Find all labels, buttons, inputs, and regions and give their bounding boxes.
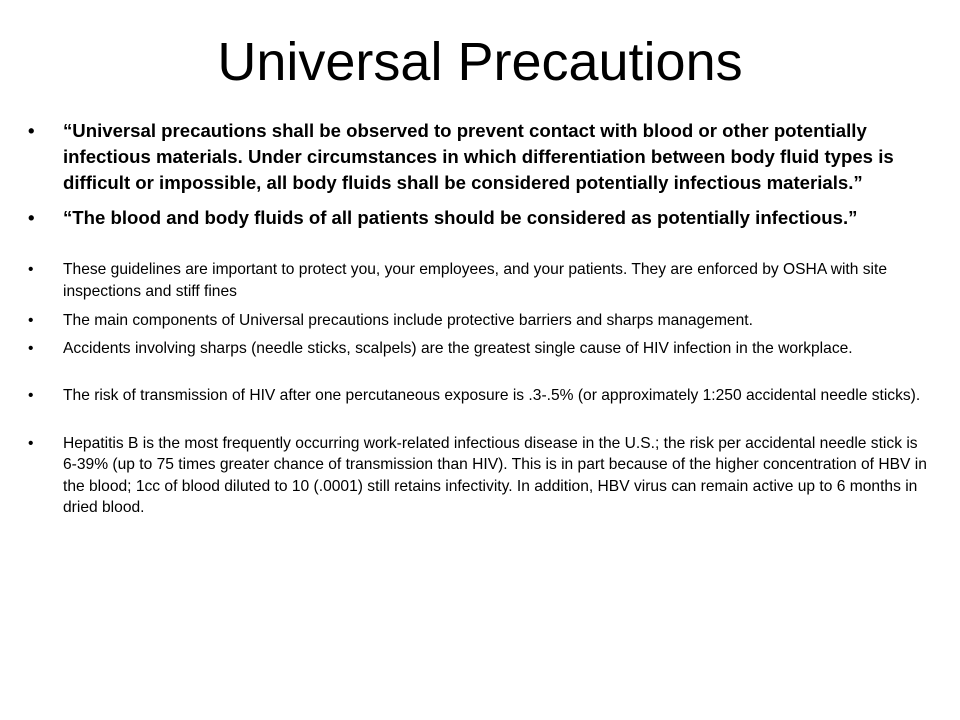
bullet-item-hiv-risk — [28, 385, 930, 407]
bullet-item-components — [28, 310, 930, 332]
bullet-text: The main components of Universal precautions include protective barriers and sharps management. — [63, 312, 753, 329]
bullet-marker: • — [28, 207, 35, 228]
bullet-marker: • — [28, 434, 34, 452]
bullet-marker: • — [28, 261, 34, 278]
bullet-marker: • — [28, 387, 34, 404]
slide-title: Universal Precautions — [217, 32, 743, 92]
bullet-list — [28, 118, 930, 519]
bullet-marker: • — [28, 339, 34, 357]
bullet-item-quote-universal — [28, 118, 930, 196]
bullet-text: Accidents involving sharps (needle sticks, scalpels) are the greatest single cause of HIV infection in the workplace. — [63, 339, 853, 357]
bullet-marker: • — [28, 120, 35, 141]
bullet-text: Hepatitis B is the most frequently occurring work-related infectious disease in the U.S.; the risk per accidental needle stick is 6-39% (up to 75 times greater chance of transmission than HIV). This is in part because of the higher concentration of HBV in the blood; 1cc of blood diluted to 10 (.0001) still retains infectivity. In addition, HBV virus can remain active up to 6 months in dried blood. — [63, 434, 927, 516]
bullet-text: The risk of transmission of HIV after one percutaneous exposure is .3-.5% (or approximately 1:250 accidental needle sticks). — [63, 387, 921, 404]
bullet-item-hepatitis-b — [28, 433, 930, 519]
bullet-text: “The blood and body fluids of all patients should be considered as potentially infectious.” — [63, 207, 858, 228]
bullet-item-quote-blood — [28, 205, 930, 231]
bullet-text: These guidelines are important to protect you, your employees, and your patients. They are enforced by OSHA with site inspections and stiff fines — [63, 261, 888, 300]
bullet-item-sharps-accidents — [28, 338, 930, 360]
bullet-item-guidelines — [28, 259, 930, 302]
bullet-text: “Universal precautions shall be observed to prevent contact with blood or other potentially infectious materials. Under circumstances in which differentiation between body fluid types is difficult or impossible, all body fluids shall be considered potentially infectious materials.” — [63, 120, 894, 193]
bullet-marker: • — [28, 312, 34, 329]
